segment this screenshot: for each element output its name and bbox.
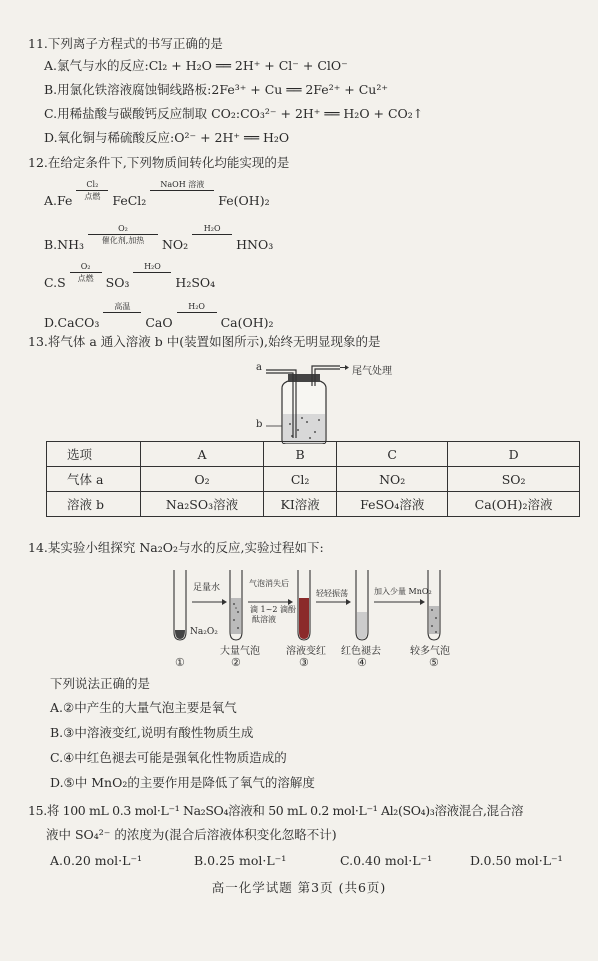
- q12-option-a: [44, 180, 270, 209]
- tube4-caption: 红色褪去: [341, 646, 381, 657]
- arrow2-bottom-label-1: 滴 1~2 滴酚: [250, 605, 296, 614]
- arrow3-label: 轻轻振荡: [316, 589, 348, 598]
- q12-b-arrow2-top: H₂O: [203, 224, 221, 233]
- q14-option-a: A.②中产生的大量气泡主要是氧气: [50, 700, 237, 715]
- table-header-cell: A: [140, 442, 263, 467]
- q12-option-c: [44, 262, 216, 291]
- q12-d-reactant: D.CaCO₃: [44, 315, 100, 330]
- tube2-caption: 大量气泡: [220, 646, 260, 657]
- q13-stem: 13.将气体 a 通入溶液 b 中(装置如图所示),始终无明显现象的是: [28, 334, 381, 349]
- arrow4-label: 加入少量 MnO₂: [374, 587, 432, 596]
- q12-c-arrow1-top: O₂: [80, 262, 91, 271]
- q12-c-arrow2-top: H₂O: [144, 262, 161, 271]
- tube-number: ①: [175, 656, 185, 669]
- page-footer: 高一化学试题 第3页 (共6页): [211, 880, 387, 895]
- q11-option-c: C.用稀盐酸与碳酸钙反应制取 CO₂:CO₃²⁻ + 2H⁺ ══ H₂O + CO₂↑: [44, 106, 424, 121]
- q12-option-d: [44, 302, 274, 331]
- q12-a-arrow2-top: NaOH 溶液: [160, 180, 205, 189]
- q12-d-product: Ca(OH)₂: [220, 315, 274, 330]
- q12-a-arrow2: [150, 180, 214, 201]
- arrow1-label: 足量水: [193, 583, 221, 593]
- table-cell: O₂: [140, 467, 263, 492]
- q14-option-c: C.④中红色褪去可能是强氧化性物质造成的: [50, 750, 287, 765]
- q15-option-a: A.0.20 mol·L⁻¹: [50, 853, 143, 868]
- q11-stem: 11.下列离子方程式的书写正确的是: [28, 36, 223, 51]
- q15-option-d: D.0.50 mol·L⁻¹: [470, 853, 563, 868]
- tube5-caption: 较多气泡: [410, 646, 450, 657]
- arrow2-top-label: 气泡消失后: [249, 579, 289, 588]
- q12-c-product: H₂SO₄: [175, 275, 216, 290]
- table-cell: KI溶液: [264, 492, 337, 517]
- q12-b-arrow1: [88, 224, 158, 245]
- q12-a-arrow1-top: Cl₂: [86, 180, 99, 189]
- q14-option-b: B.③中溶液变红,说明有酸性物质生成: [50, 725, 254, 740]
- q14-option-d: D.⑤中 MnO₂的主要作用是降低了氧气的溶解度: [50, 775, 315, 790]
- q12-d-arrow1-top: 高温: [114, 302, 131, 311]
- table-cell: 溶液 b: [47, 492, 141, 517]
- q12-a-reactant: A.Fe: [44, 193, 73, 208]
- table-cell: Ca(OH)₂溶液: [448, 492, 580, 517]
- table-header-cell: D: [448, 442, 580, 467]
- q15-option-c: C.0.40 mol·L⁻¹: [340, 853, 433, 868]
- solution-b-label: b: [256, 419, 263, 430]
- q11-option-b: B.用氯化铁溶液腐蚀铜线路板:2Fe³⁺ + Cu ══ 2Fe²⁺ + Cu²⁺: [44, 82, 388, 97]
- tube3-caption: 溶液变红: [286, 646, 326, 657]
- q12-c-arrow1-bottom: 点燃: [77, 274, 94, 283]
- table-header-cell: 选项: [47, 442, 141, 467]
- arrow2-bottom-label-2: 酞溶液: [252, 615, 276, 624]
- q14-stem: 14.某实验小组探究 Na₂O₂与水的反应,实验过程如下:: [28, 540, 324, 555]
- q15-option-b: B.0.25 mol·L⁻¹: [194, 853, 287, 868]
- q12-c-intermediate: SO₃: [105, 275, 130, 290]
- tube-number: ③: [299, 656, 309, 669]
- tube1-label: Na₂O₂: [190, 627, 218, 637]
- table-cell: Na₂SO₃溶液: [140, 492, 263, 517]
- q12-c-reactant: C.S: [44, 275, 66, 290]
- q15-stem-line-1: 15.将 100 mL 0.3 mol·L⁻¹ Na₂SO₄溶液和 50 mL 0.2 mol·L⁻¹ Al₂(SO₄)₃溶液混合,混合溶: [28, 803, 524, 818]
- table-cell: SO₂: [448, 467, 580, 492]
- table-cell: 气体 a: [47, 467, 141, 492]
- gas-a-label: a: [256, 362, 262, 373]
- tube-number: ④: [357, 656, 367, 669]
- q12-c-arrow1: [70, 262, 102, 283]
- table-cell: NO₂: [337, 467, 448, 492]
- tail-gas-label: 尾气处理: [352, 366, 392, 377]
- q12-d-intermediate: CaO: [145, 315, 173, 330]
- q11-option-d: D.氧化铜与稀硫酸反应:O²⁻ + 2H⁺ ══ H₂O: [44, 130, 290, 145]
- tube-number: ⑤: [429, 656, 439, 669]
- q12-b-product: HNO₃: [236, 237, 274, 252]
- table-row: [47, 467, 580, 492]
- q12-a-product: Fe(OH)₂: [218, 193, 270, 208]
- q15-stem-line-2: 液中 SO₄²⁻ 的浓度为(混合后溶液体积变化忽略不计): [46, 827, 337, 842]
- q12-a-arrow1: [76, 180, 108, 201]
- tube-number: ②: [231, 656, 241, 669]
- q12-d-arrow2: [177, 302, 217, 323]
- q12-d-arrow2-top: H₂O: [188, 302, 205, 311]
- q12-a-intermediate: FeCl₂: [112, 193, 147, 208]
- table-header-cell: C: [337, 442, 448, 467]
- q12-b-intermediate: NO₂: [161, 237, 189, 252]
- table-row: [47, 442, 580, 467]
- q12-c-arrow2: [133, 262, 171, 283]
- q12-d-arrow1: [103, 302, 141, 323]
- q11-option-a: A.氯气与水的反应:Cl₂ + H₂O ══ 2H⁺ + Cl⁻ + ClO⁻: [44, 58, 348, 73]
- q12-b-arrow1-top: O₂: [118, 224, 128, 233]
- q12-b-arrow2: [192, 224, 232, 245]
- q12-b-arrow1-bottom: 催化剂,加热: [101, 236, 145, 245]
- q13-options-table: [46, 441, 580, 517]
- q12-a-arrow1-bottom: 点燃: [84, 192, 101, 201]
- q12-option-b: [44, 224, 274, 253]
- table-cell: Cl₂: [264, 467, 337, 492]
- table-header-cell: B: [264, 442, 337, 467]
- table-cell: FeSO₄溶液: [337, 492, 448, 517]
- q12-b-reactant: B.NH₃: [44, 237, 85, 252]
- table-row: [47, 492, 580, 517]
- q14-lead: 下列说法正确的是: [50, 676, 151, 691]
- q12-stem: 12.在给定条件下,下列物质间转化均能实现的是: [28, 155, 290, 170]
